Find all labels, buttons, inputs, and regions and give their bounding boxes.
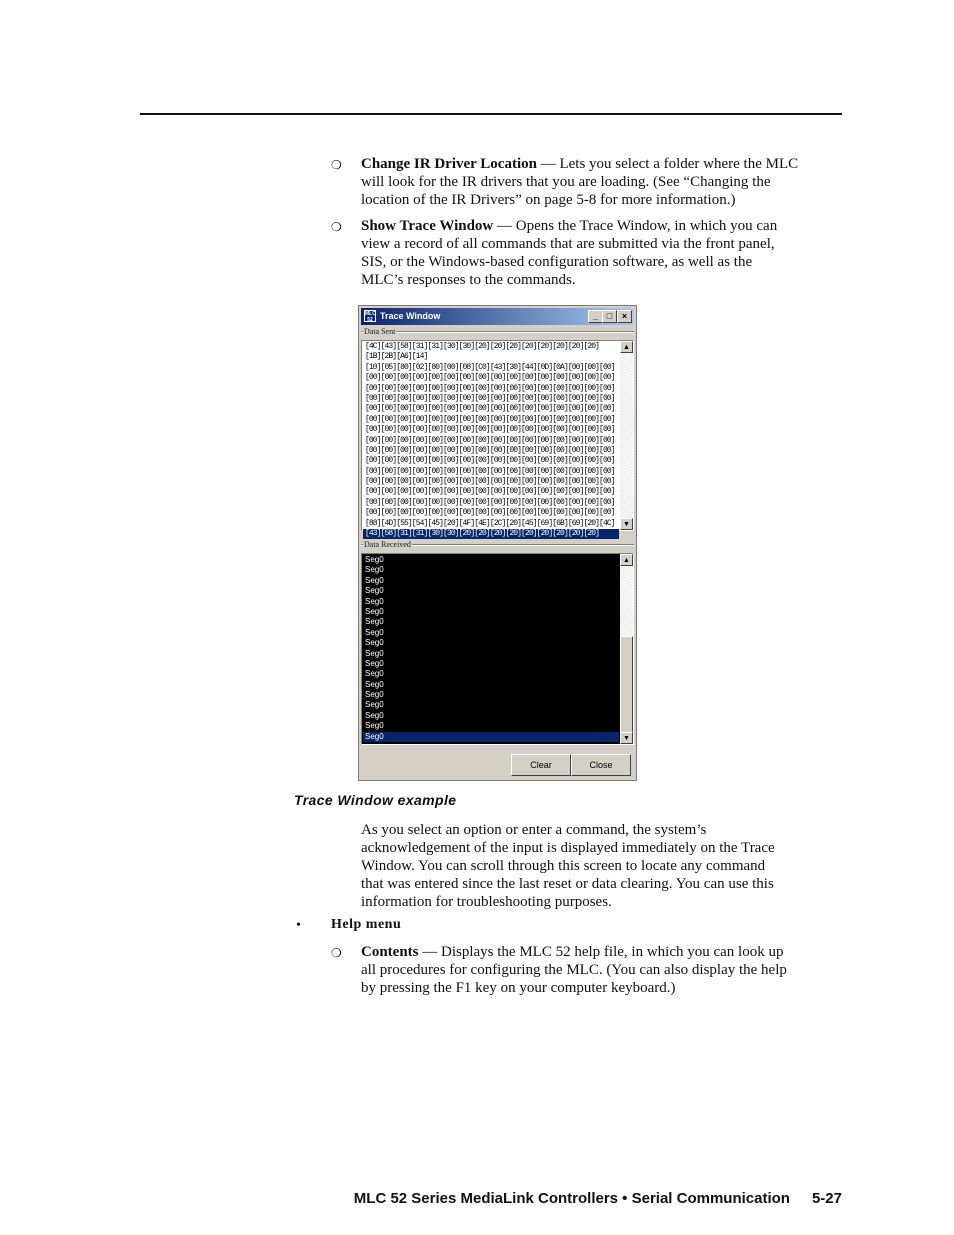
list-item[interactable]: Seg0	[365, 721, 384, 731]
list-item[interactable]: Seg0	[365, 669, 384, 679]
page-footer	[354, 1190, 842, 1207]
list-item[interactable]: [00][00][00][00][00][00][00][00][00][00][00][00][00][00][00][00]	[365, 404, 615, 414]
list-item[interactable]: [00][00][00][00][00][00][00][00][00][00][00][00][00][00][00][00]	[365, 466, 615, 476]
text-line: SIS, or the Windows-based configuration software, as well as the	[361, 254, 753, 270]
text-line: will look for the IR drivers that you are loading. (See “Changing the	[361, 174, 771, 190]
text-line: view a record of all commands that are submitted via the front panel,	[361, 236, 775, 252]
list-item[interactable]: [00][00][00][00][00][00][00][00][00][00][00][00][00][00][00][00]	[365, 373, 615, 383]
close-window-button[interactable]: ×	[617, 310, 632, 323]
list-item[interactable]: Seg0	[363, 732, 619, 742]
data-sent-label: Data Sent	[364, 327, 396, 336]
text-line: location of the IR Drivers” on page 5-8 for more information.)	[361, 192, 736, 208]
list-item[interactable]: [00][00][00][00][00][00][00][00][00][00][00][00][00][00][00][00]	[365, 383, 615, 393]
bullet-circle-icon: ❍	[331, 946, 342, 960]
text-line: As you select an option or enter a command, the system’s	[361, 822, 707, 838]
contents-term: Contents	[361, 944, 419, 960]
text-line: — Lets you select a folder where the MLC	[536, 156, 799, 172]
list-item[interactable]: Seg0	[365, 638, 384, 648]
list-item[interactable]: [00][00][00][00][00][00][00][00][00][00][00][00][00][00][00][00]	[365, 508, 615, 518]
text-line: acknowledgement of the input is displayed immediately on the Trace	[361, 840, 775, 856]
list-item[interactable]: [00][00][00][00][00][00][00][00][00][00][00][00][00][00][00][00]	[365, 445, 615, 455]
list-item[interactable]: Seg0	[365, 606, 384, 616]
list-item[interactable]: [00][00][00][00][00][00][00][00][00][00][00][00][00][00][00][00]	[365, 477, 615, 487]
list-item[interactable]: Seg0	[365, 690, 384, 700]
window-title: Trace Window	[380, 311, 441, 321]
list-item[interactable]: Seg0	[365, 658, 384, 668]
scroll-down-icon[interactable]: ▼	[620, 518, 633, 530]
maximize-button[interactable]: □	[602, 310, 617, 323]
text-line: Window. You can scroll through this screen to locate any command	[361, 858, 766, 874]
list-item[interactable]: [00][00][00][00][00][00][00][00][00][00][00][00][00][00][00][00]	[365, 435, 615, 445]
list-item[interactable]: [4C][43][58][31][31][30][30][20][20][20][20][20][20][20][20]	[365, 342, 600, 351]
bullet-circle-icon: ❍	[331, 158, 342, 172]
scroll-down-icon[interactable]: ▼	[620, 732, 633, 744]
scroll-up-icon[interactable]: ▲	[620, 554, 633, 566]
list-item[interactable]: [00][00][00][00][00][00][00][00][00][00][00][00][00][00][00][00]	[365, 456, 615, 466]
list-item[interactable]: Seg0	[365, 679, 384, 689]
minimize-button[interactable]: _	[588, 310, 603, 323]
text-line: — Opens the Trace Window, in which you can	[493, 218, 778, 234]
body-paragraph	[361, 821, 775, 911]
data-received-label: Data Received	[364, 540, 411, 549]
data-received-scrollbar[interactable]	[620, 554, 633, 744]
show-trace-window-paragraph	[361, 217, 777, 289]
app-icon: MLC 52	[365, 311, 376, 323]
list-item[interactable]: Seg0	[365, 710, 384, 720]
bullet-dot-icon: •	[296, 918, 301, 933]
scroll-thumb[interactable]	[620, 636, 633, 734]
close-button[interactable]: Close	[571, 754, 631, 776]
list-item[interactable]: [1B][2B][A6][14]	[365, 352, 428, 362]
data-received-list[interactable]	[361, 553, 634, 745]
list-item[interactable]: [88][4D][55][54][45][20][4F][4E][2C][20][45][69][6B][69][20][4C]	[365, 518, 615, 528]
list-item[interactable]: Seg0	[365, 575, 384, 585]
change-ir-driver-term: Change IR Driver Location	[361, 156, 537, 172]
list-item[interactable]: [00][00][00][00][00][00][00][00][00][00][00][00][00][00][00][00]	[365, 487, 615, 497]
list-item[interactable]: Seg0	[365, 596, 384, 606]
list-item[interactable]: Seg0	[365, 565, 384, 575]
figure-caption: Trace Window example	[294, 792, 457, 808]
list-item[interactable]: Seg0	[365, 627, 384, 637]
scroll-up-icon[interactable]: ▲	[620, 341, 633, 353]
list-item[interactable]: [00][00][00][00][00][00][00][00][00][00][00][00][00][00][00][00]	[365, 425, 615, 435]
list-item[interactable]: [10][05][80][02][80][00][08][C0][43][30][44][0D][0A][00][00][00]	[365, 362, 615, 372]
text-line: that was entered since the last reset or data clearing. You can use this	[361, 876, 774, 892]
header-rule	[140, 113, 842, 115]
list-item[interactable]: [00][00][00][00][00][00][00][00][00][00][00][00][00][00][00][00]	[365, 497, 615, 507]
contents-paragraph	[361, 943, 787, 997]
text-line: by pressing the F1 key on your computer keyboard.)	[361, 980, 676, 996]
data-sent-list[interactable]	[361, 340, 634, 539]
list-item[interactable]: Seg0	[365, 617, 384, 627]
list-item[interactable]: [00][00][00][00][00][00][00][00][00][00][00][00][00][00][00][00]	[365, 414, 615, 424]
text-line: information for troubleshooting purposes.	[361, 894, 612, 910]
page-number: 5-27	[811, 1190, 842, 1207]
change-ir-driver-paragraph	[361, 155, 798, 209]
text-line: all procedures for configuring the MLC. (You can also display the help	[361, 962, 787, 978]
data-sent-scrollbar[interactable]	[620, 341, 633, 530]
bullet-circle-icon: ❍	[331, 220, 342, 234]
show-trace-window-term: Show Trace Window	[361, 218, 494, 234]
list-item[interactable]: Seg0	[365, 555, 384, 564]
list-item[interactable]: [43][58][31][31][30][30][20][20][20][20][20][20][20][20][20]	[363, 529, 619, 539]
help-menu-heading: Help menu	[331, 917, 402, 932]
footer-title: MLC 52 Series MediaLink Controllers • Serial Communication	[353, 1190, 790, 1207]
data-sent-group	[361, 331, 634, 333]
list-item[interactable]: Seg0	[365, 648, 384, 658]
title-bar[interactable]	[361, 308, 634, 325]
list-item[interactable]: [00][00][00][00][00][00][00][00][00][00][00][00][00][00][00][00]	[365, 393, 615, 403]
list-item[interactable]: Seg0	[365, 700, 384, 710]
text-line: MLC’s responses to the commands.	[361, 272, 576, 288]
text-line: — Displays the MLC 52 help file, in which you can look up	[418, 944, 784, 960]
list-item[interactable]: Seg0	[365, 586, 384, 596]
clear-button[interactable]: Clear	[511, 754, 571, 776]
